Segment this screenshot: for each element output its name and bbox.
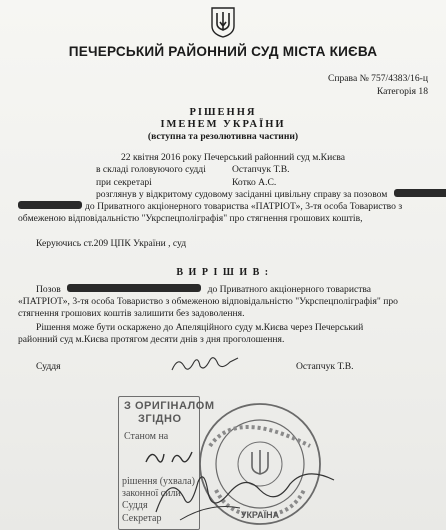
judge-signature <box>170 352 240 376</box>
stamp-decision: рішення (ухвала) <box>122 476 195 487</box>
intro-secretary-name: Котко А.С. <box>232 177 277 188</box>
intro-plaintiff-text: розглянув у відкритому судовому засіданні цивільну справу за позовом <box>96 189 388 200</box>
seal-country: УКРАЇНА <box>240 510 280 520</box>
case-number: Справа № 757/4383/16-ц <box>327 73 428 84</box>
appeal-line-1: Рішення може бути оскаржено до Апеляційного суду м.Києва через Печерський <box>36 322 364 333</box>
decision-line-1 <box>36 284 371 295</box>
decision-line-3: стягнення грошових коштів залишити без задоволення. <box>18 308 245 319</box>
intro-judge-name: Остапчук Т.В. <box>232 164 290 175</box>
judge-role: Суддя <box>36 361 61 372</box>
intro-line-plaintiff <box>96 189 446 200</box>
judge-name: Остапчук Т.В. <box>296 361 354 372</box>
coat-of-arms-icon <box>210 6 236 38</box>
intro-line-third-party: обмеженою відповідальністю "Укрспецполіграфія" про стягнення грошових коштів, <box>18 213 363 224</box>
redaction-mark <box>394 189 446 197</box>
court-name: ПЕЧЕРСЬКИЙ РАЙОННИЙ СУД МІСТА КИЄВА <box>68 44 378 59</box>
intro-defendant-text: до Приватного акціонерного товариства «ПАТРІОТ», 3-тя особа Товариство з <box>85 201 403 212</box>
legal-basis: Керуючись ст.209 ЦПК України , суд <box>36 238 187 249</box>
document-subtitle: ІМЕНЕМ УКРАЇНИ <box>160 119 286 130</box>
stamp-agreed: ЗГІДНО <box>138 413 182 425</box>
intro-judge-label: в складі головуючого судді <box>96 164 206 175</box>
document-note: (вступна та резолютивна частини) <box>147 131 299 142</box>
intro-line-defendant <box>18 201 402 212</box>
decision-line-2: «ПАТРІОТ», 3-тя особа Товариство з обмеженою відповідальністю "Укрспецполіграфія" про <box>18 296 398 307</box>
document-title: РІШЕННЯ <box>189 107 257 118</box>
decision-defendant-text: до Приватного акціонерного товариства <box>207 284 372 295</box>
stamp-original: З ОРИГІНАЛОМ <box>124 400 215 412</box>
stamp-legal-force: законної сили <box>122 488 181 499</box>
stamp-secretary: Секретар <box>122 513 162 524</box>
decision-claim-word: Позов <box>36 284 61 295</box>
stamp-as-of: Станом на <box>124 431 169 442</box>
redaction-mark <box>67 284 201 292</box>
intro-date-line: 22 квітня 2016 року Печерський районний суд м.Києва <box>121 152 345 163</box>
intro-secretary-label: при секретарі <box>96 177 152 188</box>
decision-heading: В И Р І Ш И В : <box>176 267 270 278</box>
secretary-signature <box>150 462 340 522</box>
case-category: Категорія 18 <box>376 86 428 97</box>
appeal-line-2: районний суд м.Києва протягом десяти днів з дня проголошення. <box>18 334 285 345</box>
stamp-judge: Суддя <box>122 500 148 511</box>
redaction-mark <box>18 201 82 209</box>
